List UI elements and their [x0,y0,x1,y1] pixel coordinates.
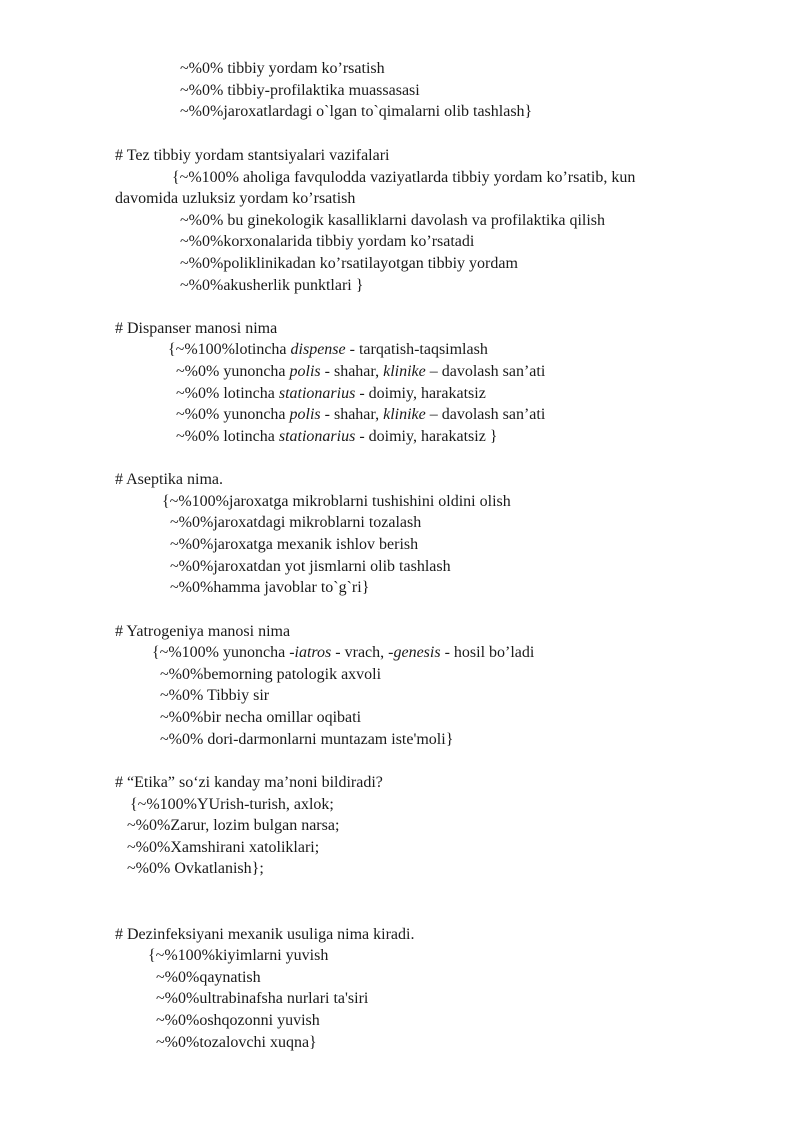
answer-option: ~%0%hamma javoblar to`g`ri} [170,579,370,596]
answer-option: ~%0% yunoncha polis - shahar, klinike – davolash san’ati [176,406,546,423]
answer-option: ~%0%jaroxatdan yot jismlarni olib tashlash [170,558,451,575]
answer-correct: {~%100%jaroxatga mikroblarni tushishini oldini olish [162,493,511,510]
answer-correct: {~%100%kiyimlarni yuvish [148,947,329,964]
answer-correct: {~%100%YUrish-turish, axlok; [130,796,334,813]
answer-option: ~%0%Zarur, lozim bulgan narsa; [127,817,340,834]
question-title: # Aseptika nima. [115,471,223,488]
answer-option: ~%0%korxonalarida tibbiy yordam ko’rsatadi [180,233,475,250]
answer-option: ~%0%bir necha omillar oqibati [160,709,362,726]
answer-correct: {~%100% aholiga favqulodda vaziyatlarda tibbiy yordam ko’rsatib, kun [172,169,636,186]
answer-option: ~%0% tibbiy-profilaktika muassasasi [180,82,420,99]
answer-option: ~%0%bemorning patologik axvoli [160,666,382,683]
answer-option: ~%0% Tibbiy sir [160,687,270,704]
answer-correct: {~%100%lotincha dispense - tarqatish-taqsimlash [168,341,488,358]
answer-option: ~%0% Ovkatlanish}; [127,860,264,877]
answer-option: ~%0%jaroxatga mexanik ishlov berish [170,536,419,553]
answer-option: ~%0%qaynatish [156,969,261,986]
answer-option: ~%0%ultrabinafsha nurlari ta'siri [156,990,369,1007]
answer-option: ~%0%oshqozonni yuvish [156,1012,320,1029]
question-title: # Dezinfeksiyani mexanik usuliga nima kiradi. [115,926,415,943]
answer-option: ~%0%jaroxatlardagi o`lgan to`qimalarni olib tashlash} [180,103,533,120]
answer-option: ~%0%tozalovchi xuqna} [156,1034,317,1051]
question-title: # Tez tibbiy yordam stantsiyalari vazifalari [115,147,390,164]
answer-correct-continued: davomida uzluksiz yordam ko’rsatish [115,190,356,207]
answer-option: ~%0%jaroxatdagi mikroblarni tozalash [170,514,422,531]
answer-option: ~%0%akusherlik punktlari } [180,277,364,294]
answer-option: ~%0% dori-darmonlarni muntazam iste'moli} [160,731,454,748]
answer-option: ~%0% tibbiy yordam ko’rsatish [180,60,385,77]
answer-option: ~%0% bu ginekologik kasalliklarni davolash va profilaktika qilish [180,212,606,229]
answer-option: ~%0%poliklinikadan ko’rsatilayotgan tibbiy yordam [180,255,518,272]
answer-option: ~%0% lotincha stationarius - doimiy, harakatsiz } [176,428,498,445]
answer-option: ~%0%Xamshirani xatoliklari; [127,839,320,856]
answer-option: ~%0% lotincha stationarius - doimiy, harakatsiz [176,385,486,402]
answer-correct: {~%100% yunoncha -iatros - vrach, -genesis - hosil bo’ladi [152,644,535,661]
question-title: # Dispanser manosi nima [115,320,278,337]
answer-option: ~%0% yunoncha polis - shahar, klinike – davolash san’ati [176,363,546,380]
question-title: # “Etika” so‘zi kanday ma’noni bildiradi? [115,774,383,791]
question-title: # Yatrogeniya manosi nima [115,623,291,640]
